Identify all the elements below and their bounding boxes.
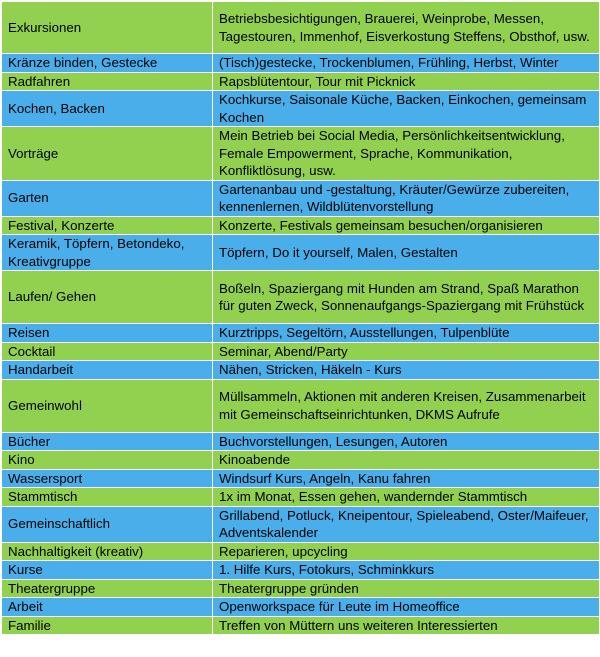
activities-cell: Buchvorstellungen, Lesungen, Autoren bbox=[213, 432, 600, 451]
table-row bbox=[2, 361, 600, 380]
table-row bbox=[2, 2, 600, 54]
table-row bbox=[2, 432, 600, 451]
activities-cell: Mein Betrieb bei Social Media, Persönlichkeitsentwicklung, Female Empowerment, Sprache, Kommunikation, Konfliktlösung, usw. bbox=[213, 127, 600, 181]
category-cell: Kränze binden, Gestecke bbox=[2, 54, 213, 73]
table-row bbox=[2, 616, 600, 635]
activities-cell: Theatergruppe gründen bbox=[213, 579, 600, 598]
activities-cell: Rapsblütentour, Tour mit Picknick bbox=[213, 72, 600, 91]
activities-cell: Töpfern, Do it yourself, Malen, Gestalten bbox=[213, 235, 600, 271]
category-cell: Kochen, Backen bbox=[2, 91, 213, 127]
table-row bbox=[2, 379, 600, 432]
activities-cell: Reparieren, upcycling bbox=[213, 542, 600, 561]
category-cell: Kurse bbox=[2, 561, 213, 580]
category-cell: Festival, Konzerte bbox=[2, 216, 213, 235]
activities-cell: 1. Hilfe Kurs, Fotokurs, Schminkkurs bbox=[213, 561, 600, 580]
table-row bbox=[2, 506, 600, 542]
activities-cell: (Tisch)gestecke, Trockenblumen, Frühling, Herbst, Winter bbox=[213, 54, 600, 73]
table-row bbox=[2, 342, 600, 361]
table-row bbox=[2, 216, 600, 235]
category-cell: Exkursionen bbox=[2, 2, 213, 54]
table-row bbox=[2, 72, 600, 91]
table-row bbox=[2, 235, 600, 271]
activities-cell: Grillabend, Potluck, Kneipentour, Spieleabend, Oster/Maifeuer, Adventskalender bbox=[213, 506, 600, 542]
category-cell: Garten bbox=[2, 180, 213, 216]
activities-cell: Kinoabende bbox=[213, 451, 600, 470]
activities-cell: Müllsammeln, Aktionen mit anderen Kreisen, Zusammenarbeit mit Gemeinschaftseinrichtunken, DKMS Aufrufe bbox=[213, 379, 600, 432]
category-cell: Keramik, Töpfern, Betondeko, Kreativgruppe bbox=[2, 235, 213, 271]
category-cell: Stammtisch bbox=[2, 488, 213, 507]
table-row bbox=[2, 579, 600, 598]
category-cell: Radfahren bbox=[2, 72, 213, 91]
table-row bbox=[2, 542, 600, 561]
table-row bbox=[2, 561, 600, 580]
category-cell: Handarbeit bbox=[2, 361, 213, 380]
table-row bbox=[2, 54, 600, 73]
category-cell: Wassersport bbox=[2, 469, 213, 488]
table-row bbox=[2, 469, 600, 488]
activities-cell: Nähen, Stricken, Häkeln - Kurs bbox=[213, 361, 600, 380]
activities-cell: Kochkurse, Saisonale Küche, Backen, Einkochen, gemeinsam Kochen bbox=[213, 91, 600, 127]
category-cell: Arbeit bbox=[2, 598, 213, 617]
activities-cell: Gartenanbau und -gestaltung, Kräuter/Gewürze zubereiten, kennenlernen, Wildblütenvorstellung bbox=[213, 180, 600, 216]
activities-cell: Treffen von Müttern uns weiteren Interessierten bbox=[213, 616, 600, 635]
activities-cell: 1x im Monat, Essen gehen, wandernder Stammtisch bbox=[213, 488, 600, 507]
table-row bbox=[2, 91, 600, 127]
table-row bbox=[2, 598, 600, 617]
category-cell: Gemeinschaftlich bbox=[2, 506, 213, 542]
activities-cell: Openworkspace für Leute im Homeoffice bbox=[213, 598, 600, 617]
activities-table bbox=[1, 1, 600, 635]
category-cell: Vorträge bbox=[2, 127, 213, 181]
activities-cell: Seminar, Abend/Party bbox=[213, 342, 600, 361]
category-cell: Kino bbox=[2, 451, 213, 470]
category-cell: Bücher bbox=[2, 432, 213, 451]
category-cell: Reisen bbox=[2, 324, 213, 343]
category-cell: Cocktail bbox=[2, 342, 213, 361]
activities-cell: Betriebsbesichtigungen, Brauerei, Weinprobe, Messen, Tagestouren, Immenhof, Eisverkostung Steffens, Obsthof, usw. bbox=[213, 2, 600, 54]
table-row bbox=[2, 127, 600, 181]
category-cell: Laufen/ Gehen bbox=[2, 271, 213, 324]
table-row bbox=[2, 451, 600, 470]
activities-cell: Windsurf Kurs, Angeln, Kanu fahren bbox=[213, 469, 600, 488]
activities-cell: Konzerte, Festivals gemeinsam besuchen/organisieren bbox=[213, 216, 600, 235]
table-row bbox=[2, 488, 600, 507]
activities-cell: Kurztripps, Segeltörn, Ausstellungen, Tulpenblüte bbox=[213, 324, 600, 343]
activities-cell: Boßeln, Spaziergang mit Hunden am Strand, Spaß Marathon für guten Zweck, Sonnenaufgangs-Spaziergang mit Frühstück bbox=[213, 271, 600, 324]
table-row bbox=[2, 271, 600, 324]
category-cell: Gemeinwohl bbox=[2, 379, 213, 432]
category-cell: Theatergruppe bbox=[2, 579, 213, 598]
table-row bbox=[2, 180, 600, 216]
table-row bbox=[2, 324, 600, 343]
category-cell: Nachhaltigkeit (kreativ) bbox=[2, 542, 213, 561]
category-cell: Familie bbox=[2, 616, 213, 635]
